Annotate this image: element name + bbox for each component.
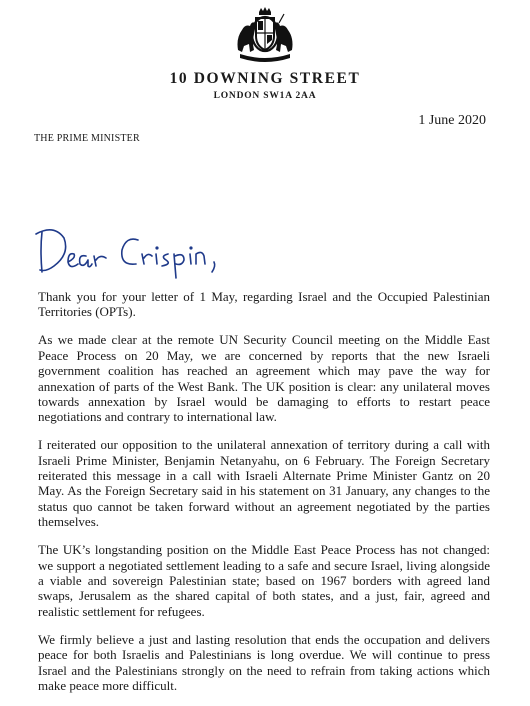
- paragraph: As we made clear at the remote UN Security Council meeting on the Middle East Peace Process on 20 May, we are concerned by reports that the new Israeli government coalition has reached an agreement which may pave the way for annexation of parts of the West Bank. The UK position is clear: any unilateral moves towards annexation by Israel would be damaging to efforts to restart peace negotiations and contrary to international law.: [38, 332, 490, 425]
- address-line-2: LONDON SW1A 2AA: [213, 91, 317, 101]
- letter-date: 1 June 2020: [418, 113, 486, 128]
- address-line-1: 10 DOWNING STREET: [169, 70, 361, 87]
- paragraph: We firmly believe a just and lasting resolution that ends the occupation and delivers peace for both Israelis and Palestinians is long overdue. We will continue to press Israel and the Palestinians strongly on the need to refrain from taking actions which make peace more difficult.: [38, 631, 490, 693]
- paragraph: The UK’s longstanding position on the Middle East Peace Process has not changed: we support a negotiated settlement leading to a safe and secure Israel, living alongside a viable and sovereign Palestinian state; based on 1967 borders with agreed land swaps, Jerusalem as the shared capital of both states, and a just, fair, agreed and realistic settlement for refugees.: [38, 542, 490, 619]
- paragraph: I reiterated our opposition to the unilateral annexation of territory during a call with Israeli Prime Minister, Benjamin Netanyahu, on 6 February. The Foreign Secretary reiterated this message in a call with Israeli Alternate Prime Minister Gantz on 20 May. As the Foreign Secretary said in his statement on 31 January, any changes to the status quo cannot be taken forward without an agreement negotiated by the parties themselves.: [38, 437, 490, 530]
- sender-title: THE PRIME MINISTER: [34, 133, 140, 144]
- letter-body: [38, 289, 490, 706]
- royal-coat-of-arms-icon: [232, 6, 298, 66]
- paragraph: Thank you for your letter of 1 May, regarding Israel and the Occupied Palestinian Territories (OPTs).: [38, 289, 490, 320]
- handwritten-salutation: [34, 220, 234, 280]
